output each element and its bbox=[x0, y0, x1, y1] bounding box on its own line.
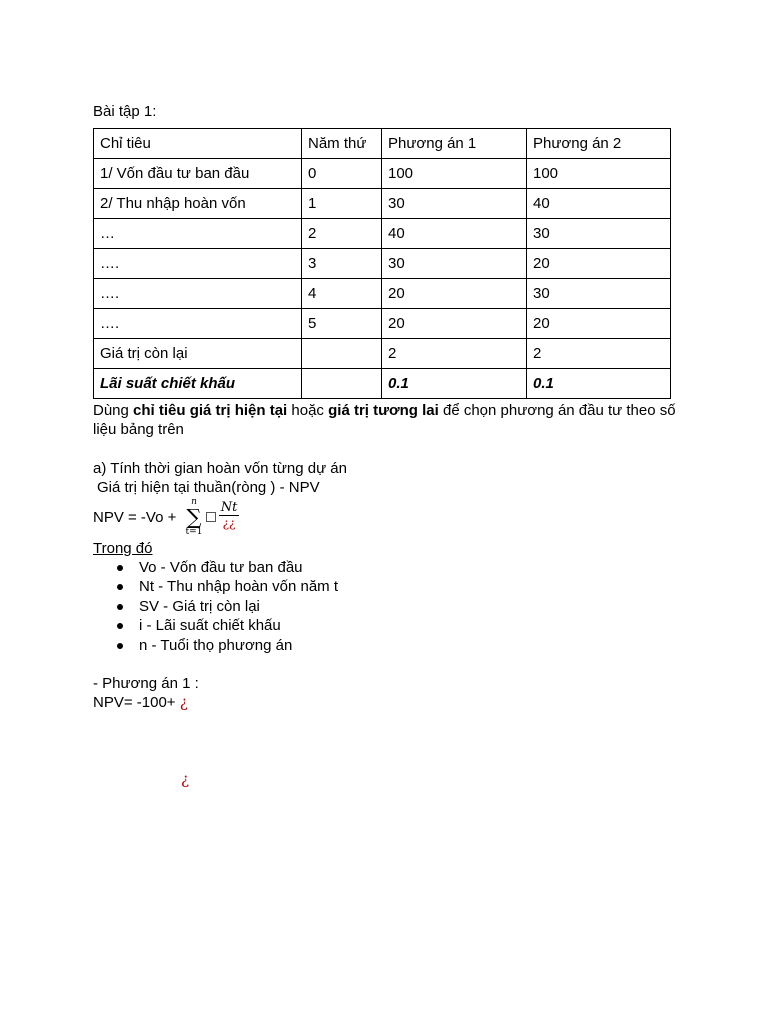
header-cell: Năm thứ bbox=[302, 129, 382, 159]
table-cell bbox=[302, 369, 382, 399]
stray-glyph: ¿ bbox=[181, 770, 190, 788]
bullet-icon bbox=[117, 623, 123, 629]
table-cell: Lãi suất chiết khấu bbox=[94, 369, 302, 399]
table-row bbox=[94, 159, 671, 189]
data-table bbox=[93, 128, 671, 399]
table-row bbox=[94, 189, 671, 219]
table-cell: 2/ Thu nhập hoàn vốn bbox=[94, 189, 302, 219]
table-cell: 30 bbox=[527, 219, 671, 249]
table-cell: 100 bbox=[527, 159, 671, 189]
intro-text: để chọn phương án đầu tư theo số liệu bảng trên bbox=[93, 402, 676, 438]
table-cell: 30 bbox=[527, 279, 671, 309]
table-row bbox=[94, 249, 671, 279]
summation bbox=[184, 498, 204, 537]
fraction-denominator: ¿¿ bbox=[222, 516, 236, 530]
list-item-text: Vo - Vốn đầu tư ban đầu bbox=[139, 559, 303, 576]
list-item-text: i - Lãi suất chiết khấu bbox=[139, 617, 281, 635]
bullet-icon bbox=[117, 643, 123, 649]
table-cell: …. bbox=[94, 249, 302, 279]
intro-text: hoặc bbox=[287, 402, 329, 419]
table-cell: 20 bbox=[382, 309, 527, 339]
table-cell: 40 bbox=[527, 189, 671, 219]
list-item bbox=[93, 597, 338, 616]
list-item bbox=[93, 636, 338, 655]
header-cell: Chỉ tiêu bbox=[94, 129, 302, 159]
table-cell: 20 bbox=[527, 249, 671, 279]
table-cell: 20 bbox=[382, 279, 527, 309]
table-cell: Giá trị còn lại bbox=[94, 339, 302, 369]
npv-formula bbox=[93, 498, 293, 540]
exercise-heading: Bài tập 1: bbox=[93, 103, 157, 120]
table-cell: 2 bbox=[527, 339, 671, 369]
table-cell: 5 bbox=[302, 309, 382, 339]
table-cell: 0.1 bbox=[527, 369, 671, 399]
table-cell: 40 bbox=[382, 219, 527, 249]
table-cell: 4 bbox=[302, 279, 382, 309]
variable-list bbox=[93, 558, 338, 655]
intro-text: Dùng bbox=[93, 402, 134, 419]
list-item bbox=[93, 577, 338, 596]
bullet-icon bbox=[117, 604, 123, 610]
table-cell bbox=[302, 339, 382, 369]
sum-lower-limit: t=1 bbox=[185, 527, 203, 537]
table-cell: 30 bbox=[382, 189, 527, 219]
where-label: Trong đó bbox=[93, 540, 153, 557]
header-cell: Phương án 2 bbox=[527, 129, 671, 159]
sum-upper-limit: n bbox=[191, 497, 197, 507]
fraction-numerator: Nt bbox=[220, 500, 238, 515]
table-cell: 20 bbox=[527, 309, 671, 339]
bullet-icon bbox=[117, 565, 123, 571]
table-cell: …. bbox=[94, 309, 302, 339]
table-row bbox=[94, 309, 671, 339]
table-row bbox=[94, 339, 671, 369]
npv-title: Giá trị hiện tại thuần(ròng ) - NPV bbox=[97, 479, 320, 496]
table-cell: 2 bbox=[382, 339, 527, 369]
option1-npv-line bbox=[93, 693, 188, 712]
table-cell: 100 bbox=[382, 159, 527, 189]
intro-paragraph bbox=[93, 401, 683, 439]
table-cell: 1 bbox=[302, 189, 382, 219]
option1-label: - Phương án 1 : bbox=[93, 675, 199, 692]
list-item-text: n - Tuổi thọ phương án bbox=[139, 636, 293, 654]
sigma-symbol: ∑ bbox=[186, 505, 202, 529]
table-cell: 0 bbox=[302, 159, 382, 189]
option1-npv-glyph: ¿ bbox=[179, 693, 188, 711]
table-cell: 1/ Vốn đầu tư ban đầu bbox=[94, 159, 302, 189]
missing-glyph-box bbox=[206, 512, 216, 522]
table-cell: 30 bbox=[382, 249, 527, 279]
formula-lhs: NPV = -Vo + bbox=[93, 509, 177, 526]
table-cell: … bbox=[94, 219, 302, 249]
table-cell: 0.1 bbox=[382, 369, 527, 399]
bullet-icon bbox=[117, 584, 123, 590]
list-item-text: SV - Giá trị còn lại bbox=[139, 597, 260, 615]
list-item bbox=[93, 558, 338, 577]
option1-npv-prefix: NPV= -100+ bbox=[93, 694, 180, 711]
list-item bbox=[93, 616, 338, 635]
table-cell: 2 bbox=[302, 219, 382, 249]
header-cell: Phương án 1 bbox=[382, 129, 527, 159]
table-row bbox=[94, 279, 671, 309]
intro-bold-text: giá trị tương lai bbox=[328, 402, 439, 419]
table-cell: 3 bbox=[302, 249, 382, 279]
fraction bbox=[219, 500, 239, 531]
intro-bold-text: chỉ tiêu giá trị hiện tại bbox=[133, 402, 288, 419]
table-cell: …. bbox=[94, 279, 302, 309]
table-row bbox=[94, 219, 671, 249]
list-item-text: Nt - Thu nhập hoàn vốn năm t bbox=[139, 578, 339, 596]
table-header-row bbox=[94, 129, 671, 159]
question-a: a) Tính thời gian hoàn vốn từng dự án bbox=[93, 460, 347, 477]
table-row-discount-rate bbox=[94, 369, 671, 399]
